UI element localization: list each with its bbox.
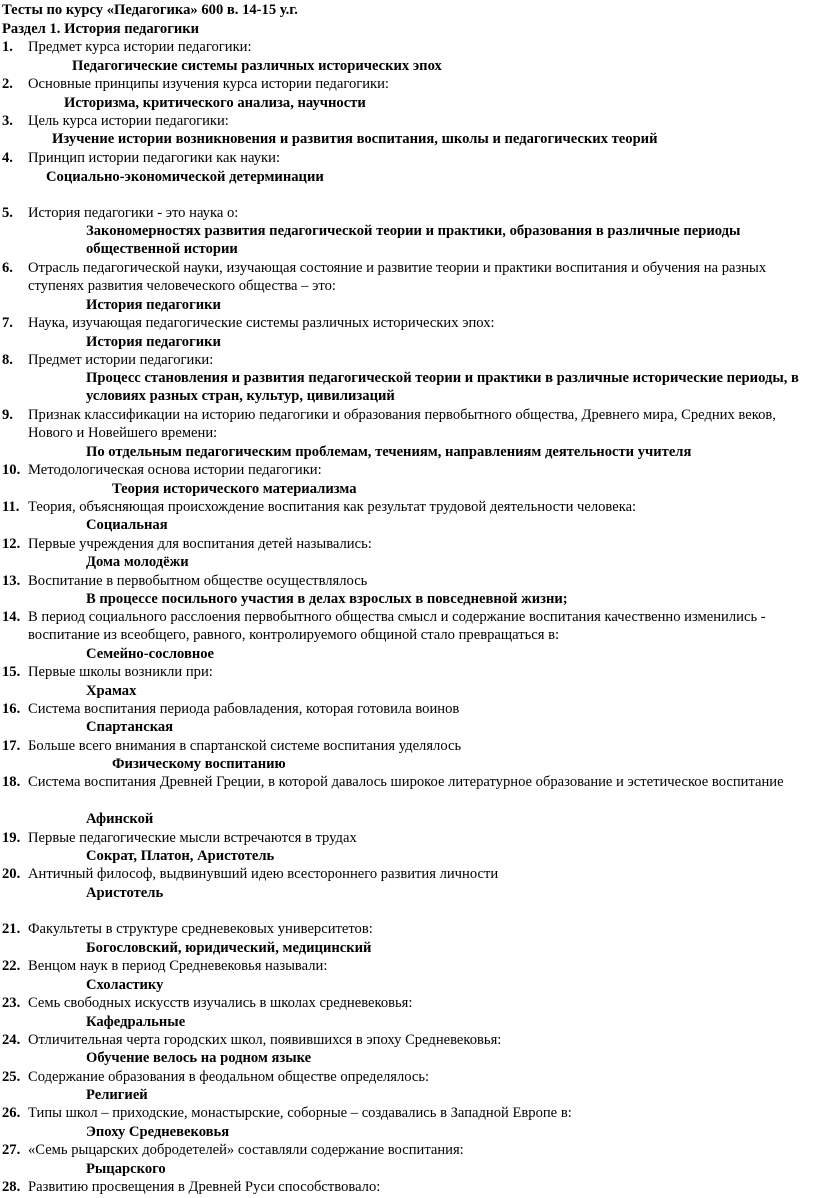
question-item [0,957,800,975]
answer-text: Процесс становления и развития педагогической теории и практики в различные исторические периоды, в условиях разных стран, культур, цивилизаций [86,370,799,405]
question-number: 16. [2,701,21,717]
question-item [0,663,800,681]
question-number: 4. [2,150,13,166]
question-text: Типы школ – приходские, монастырские, соборные – создавались в Западной Европе в: [28,1105,572,1121]
question-number: 26. [2,1105,21,1121]
question-number: 5. [2,205,13,221]
question-text: Система воспитания Древней Греции, в которой давалось широкое литературное образование и эстетическое воспитание [28,774,784,790]
question-number: 6. [2,260,13,276]
question-number: 17. [2,738,21,754]
answer-text: Педагогические системы различных исторических эпох [72,58,442,74]
question-number: 1. [2,39,13,55]
question-text: Воспитание в первобытном обществе осуществлялось [28,573,368,589]
answer-text: Аристотель [86,885,164,901]
question-text: В период социального расслоения первобытного общества смысл и содержание воспитания качественно изменились - воспитание из всеобщего, равного, контролируемого общиной стало превращаться в: [28,609,766,644]
question-item [0,75,800,93]
question-number: 27. [2,1142,21,1158]
question-number: 2. [2,76,13,92]
question-item [0,204,800,222]
question-text: Отрасль педагогической науки, изучающая состояние и развитие теории и практики воспитания и обучения на разных ступенях развития человеческого общества – это: [28,260,767,295]
question-text: Система воспитания периода рабовладения, которая готовила воинов [28,701,460,717]
answer-text: Изучение истории возникновения и развития воспитания, школы и педагогических теорий [52,131,658,147]
answer-text: Религией [86,1087,148,1103]
question-text: Методологическая основа истории педагогики: [28,462,322,478]
answer-text: Схоластику [86,977,164,993]
answer-text: Храмах [86,683,137,699]
question-item [0,314,800,332]
question-text: «Семь рыцарских добродетелей» составляли содержание воспитания: [28,1142,464,1158]
question-item [0,1141,800,1159]
answer-text: Сократ, Платон, Аристотель [86,848,275,864]
question-number: 18. [2,774,21,790]
question-item [0,572,800,590]
answer-text: Закономерностях развития педагогической теории и практики, образования в различные периоды общественной истории [86,223,741,258]
question-text: Первые педагогические мысли встречаются в трудах [28,830,357,846]
question-number: 13. [2,573,21,589]
question-text: История педагогики - это наука о: [28,205,239,221]
answer-text: Спартанская [86,719,174,735]
answer-text: История педагогики [86,297,221,313]
answer-text: Социально-экономической детерминации [46,169,324,185]
question-item [0,1178,800,1196]
question-item [0,1068,800,1086]
question-item [0,737,800,755]
question-item [0,994,800,1012]
question-item [0,351,800,369]
question-number: 9. [2,407,13,423]
question-text: Содержание образования в феодальном обществе определялось: [28,1069,430,1085]
question-number: 25. [2,1069,21,1085]
question-item [0,38,800,56]
answer-text: Кафедральные [86,1014,186,1030]
answer-text: Обучение велось на родном языке [86,1050,312,1066]
question-item [0,149,800,167]
question-item [0,259,800,296]
question-text: Наука, изучающая педагогические системы различных исторических эпох: [28,315,495,331]
question-item [0,608,800,645]
section-heading: Раздел 1. История педагогики [2,21,200,37]
answer-text: Семейно-сословное [86,646,215,662]
answer-text: Богословский, юридический, медицинский [86,940,372,956]
question-item [0,535,800,553]
question-text: Развитию просвещения в Древней Руси способствовало: [28,1179,381,1195]
question-item [0,1104,800,1122]
question-number: 3. [2,113,13,129]
question-number: 7. [2,315,13,331]
answer-text: Физическому воспитанию [112,756,286,772]
answer-text: Эпоху Средневековья [86,1124,230,1140]
question-number: 19. [2,830,21,846]
document-title: Тесты по курсу «Педагогика» 600 в. 14-15 у.г. [2,2,298,18]
answer-text: Рыцарского [86,1161,166,1177]
answer-text: В процессе посильного участия в делах взрослых в повседневной жизни; [86,591,568,607]
question-item [0,865,800,883]
question-number: 10. [2,462,21,478]
answer-text: По отдельным педагогическим проблемам, течениям, направлениям деятельности учителя [86,444,692,460]
question-number: 8. [2,352,13,368]
question-text: Больше всего внимания в спартанской системе воспитания уделялось [28,738,462,754]
answer-text: Социальная [86,517,168,533]
question-text: Венцом наук в период Средневековья называли: [28,958,328,974]
question-text: Основные принципы изучения курса истории педагогики: [28,76,389,92]
question-number: 22. [2,958,21,974]
answer-text: Теория исторического материализма [112,481,357,497]
question-text: Предмет истории педагогики: [28,352,214,368]
question-text: Античный философ, выдвинувший идею всестороннего развития личности [28,866,499,882]
question-text: Теория, объясняющая происхождение воспитания как результат трудовой деятельности человека: [28,499,637,515]
question-item [0,829,800,847]
question-number: 11. [2,499,20,515]
question-text: Факультеты в структуре средневековых университетов: [28,921,373,937]
question-item [0,498,800,516]
question-number: 12. [2,536,21,552]
question-text: Семь свободных искусств изучались в школах средневековья: [28,995,413,1011]
question-text: Цель курса истории педагогики: [28,113,229,129]
question-number: 23. [2,995,21,1011]
question-item [0,1031,800,1049]
question-item [0,773,800,791]
question-item [0,406,800,443]
answer-text: Историзма, критического анализа, научности [64,95,366,111]
answer-text: История педагогики [86,334,221,350]
question-text: Принцип истории педагогики как науки: [28,150,281,166]
question-item [0,700,800,718]
question-text: Первые школы возникли при: [28,664,213,680]
question-number: 21. [2,921,21,937]
answer-text: Дома молодёжи [86,554,189,570]
question-text: Отличительная черта городских школ, появившихся в эпоху Средневековья: [28,1032,502,1048]
question-number: 20. [2,866,21,882]
question-number: 14. [2,609,21,625]
question-number: 15. [2,664,21,680]
question-item [0,920,800,938]
question-number: 28. [2,1179,21,1195]
question-item [0,461,800,479]
question-text: Первые учреждения для воспитания детей назывались: [28,536,372,552]
question-number: 24. [2,1032,21,1048]
question-text: Предмет курса истории педагогики: [28,39,252,55]
question-item [0,112,800,130]
answer-text: Афинской [86,811,154,827]
question-text: Признак классификации на историю педагогики и образования первобытного общества, Древнего мира, Средних веков, Нового и Новейшего времени: [28,407,776,442]
